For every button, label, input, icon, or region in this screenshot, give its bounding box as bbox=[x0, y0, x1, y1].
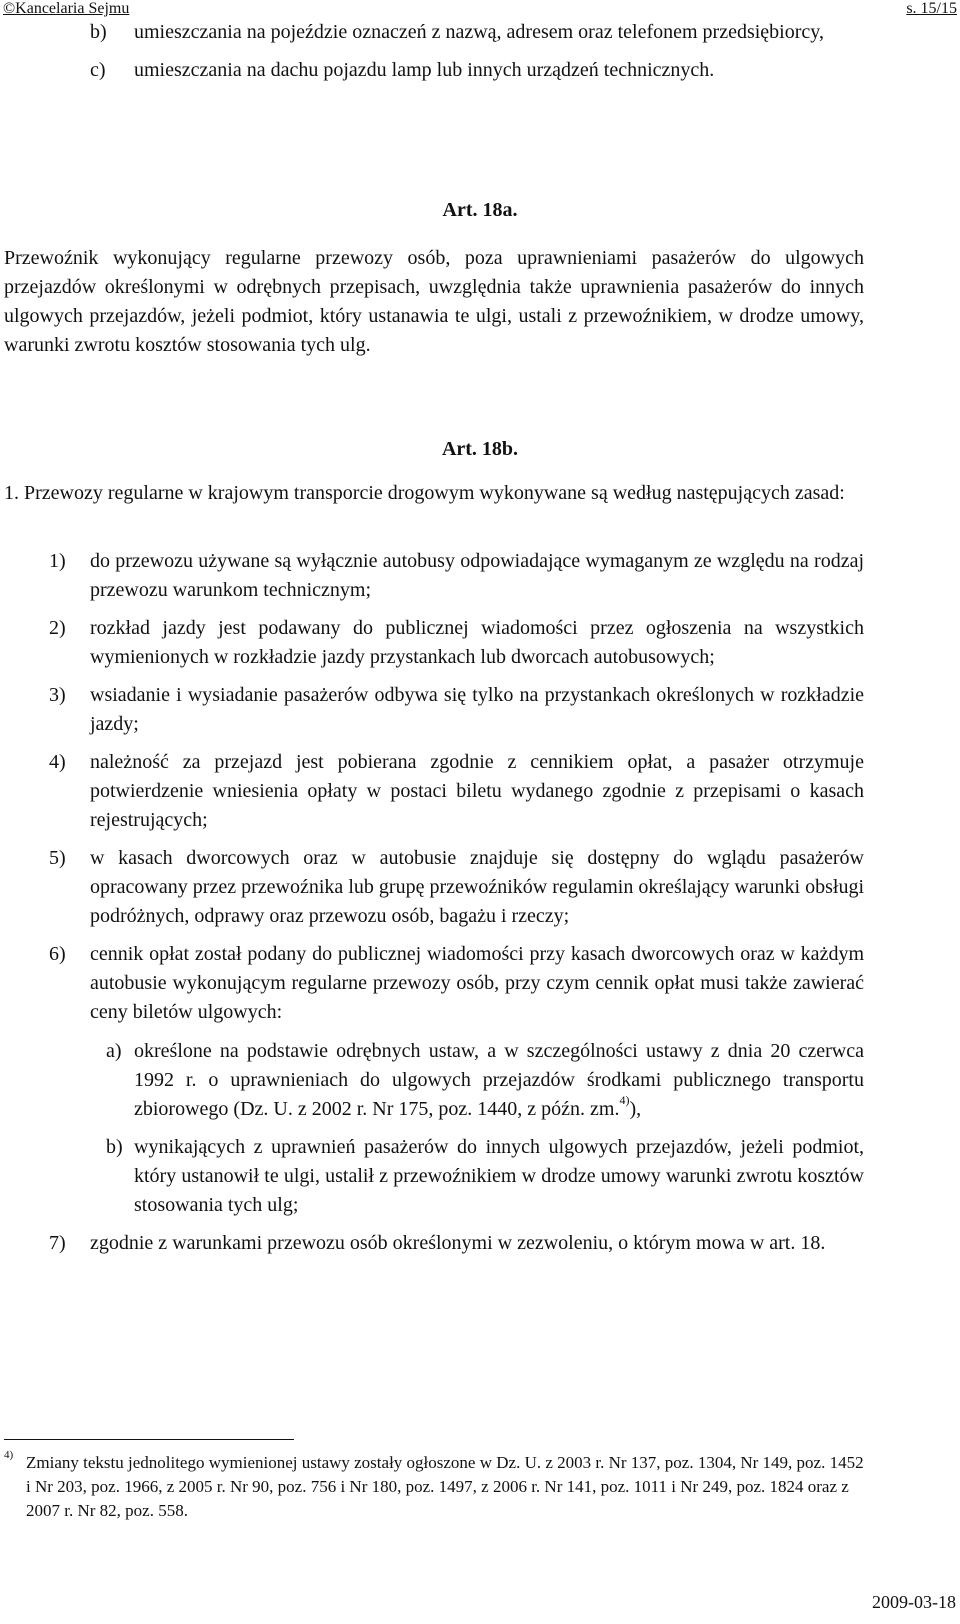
list-item bbox=[0, 748, 864, 835]
item-text: określone na podstawie odrębnych ustaw, a w szczególności ustawy z dnia 20 czerwca 1992 r. o uprawnieniach do ulgowych przejazdów środkami publicznego transportu zbiorowego (Dz. U. z 2002 r. Nr 175, poz. 1440, z późn. zm. bbox=[134, 1040, 864, 1120]
item-marker: 2) bbox=[49, 617, 66, 639]
copyright-label: ©Kancelaria Sejmu bbox=[3, 0, 130, 17]
footnote-divider bbox=[4, 1439, 294, 1440]
item-text: należność za przejazd jest pobierana zgodnie z cennikiem opłat, a pasażer otrzymuje potwierdzenie wniesienia opłaty w postaci biletu wydanego zgodnie z przepisami o kasach rejestrujących; bbox=[90, 751, 864, 831]
item-marker: b) bbox=[106, 1136, 123, 1158]
item-marker: 4) bbox=[49, 751, 66, 773]
item-text: do przewozu używane są wyłącznie autobusy odpowiadające wymaganym ze względu na rodzaj przewozu warunkom technicznym; bbox=[90, 550, 864, 601]
list-item bbox=[0, 614, 864, 672]
article-heading-18b: Art. 18b. bbox=[441, 438, 519, 460]
page-number: s. 15/15 bbox=[906, 0, 957, 17]
list-item bbox=[0, 844, 864, 931]
item-text: w kasach dworcowych oraz w autobusie znajduje się dostępny do wglądu pasażerów opracowany przez przewoźnika lub grupę przewoźników regulamin określający warunki obsługi podróżnych, odprawy oraz przewozu osób, bagażu i rzeczy; bbox=[90, 847, 864, 927]
page-header bbox=[3, 0, 957, 18]
item-text: zgodnie z warunkami przewozu osób określonymi w zezwoleniu, o którym mowa w art. 18. bbox=[90, 1232, 826, 1254]
footnote bbox=[4, 1451, 866, 1523]
sub-list-item bbox=[0, 1037, 864, 1124]
list-item bbox=[0, 56, 861, 85]
item-marker: 5) bbox=[49, 847, 66, 869]
article-18b-intro: 1. Przewozy regularne w krajowym transporcie drogowym wykonywane są według następujących zasad: bbox=[4, 482, 845, 504]
footnote-reference[interactable]: 4) bbox=[619, 1093, 630, 1108]
sub-list bbox=[90, 1037, 864, 1220]
list-item bbox=[0, 18, 861, 47]
item-marker: b) bbox=[90, 21, 107, 43]
item-marker: 6) bbox=[49, 943, 66, 965]
article-18a-text: Przewoźnik wykonujący regularne przewozy osób, poza uprawnieniami pasażerów do ulgowych przejazdów określonymi w odrębnych przepisach, uwzględnia także uprawnienia pasażerów do innych ulgowych przejazdów, jeżeli podmiot, który ustanawia te ulgi, ustali z przewoźnikiem, w drodze umowy, warunki zwrotu kosztów stosowania tych ulg. bbox=[4, 247, 864, 356]
list-item bbox=[0, 681, 864, 739]
item-text: cennik opłat został podany do publicznej wiadomości przy kasach dworcowych oraz w każdym autobusie wykonującym regularne przewozy osób, przy czym cennik opłat musi także zawierać ceny biletów ulgowych: bbox=[90, 943, 864, 1023]
item-text: umieszczania na pojeździe oznaczeń z nazwą, adresem oraz telefonem przedsiębiorcy, bbox=[134, 21, 824, 43]
article-heading-18a: Art. 18a. bbox=[442, 199, 518, 221]
item-marker: 3) bbox=[49, 684, 66, 706]
item-text: rozkład jazdy jest podawany do publicznej wiadomości przez ogłoszenia na wszystkich wymienionych w rozkładzie jazdy przystankach lub dworcach autobusowych; bbox=[90, 617, 864, 668]
list-item bbox=[0, 1229, 864, 1258]
continued-sub-list bbox=[0, 18, 960, 85]
list-item bbox=[0, 547, 864, 605]
item-text: umieszczania na dachu pojazdu lamp lub innych urządzeń technicznych. bbox=[134, 59, 715, 81]
item-text-tail: ), bbox=[629, 1098, 642, 1120]
list-item bbox=[0, 940, 864, 1220]
item-text: wsiadanie i wysiadanie pasażerów odbywa się tylko na przystankach określonych w rozkładzie jazdy; bbox=[90, 684, 864, 735]
item-text: wynikających z uprawnień pasażerów do innych ulgowych przejazdów, jeżeli podmiot, który ustanowił te ulgi, ustalił z przewoźnikiem w drodze umowy warunki zwrotu kosztów stosowania tych ulg; bbox=[134, 1136, 864, 1216]
item-marker: a) bbox=[106, 1040, 122, 1062]
numbered-list bbox=[0, 547, 960, 1267]
item-marker: 1) bbox=[49, 550, 66, 572]
footnote-text: Zmiany tekstu jednolitego wymienionej ustawy zostały ogłoszone w Dz. U. z 2003 r. Nr 137, poz. 1304, Nr 149, poz. 1452 i Nr 203, poz. 1966, z 2005 r. Nr 90, poz. 756 i Nr 180, poz. 1497, z 2006 r. Nr 141, poz. 1011 i Nr 249, poz. 1824 oraz z 2007 r. Nr 82, poz. 558. bbox=[26, 1453, 864, 1520]
item-marker: c) bbox=[90, 59, 106, 81]
item-marker: 7) bbox=[49, 1232, 66, 1254]
sub-list-item bbox=[0, 1133, 864, 1220]
footnote-marker: 4) bbox=[4, 1449, 14, 1461]
footer-date: 2009-03-18 bbox=[872, 1592, 956, 1612]
